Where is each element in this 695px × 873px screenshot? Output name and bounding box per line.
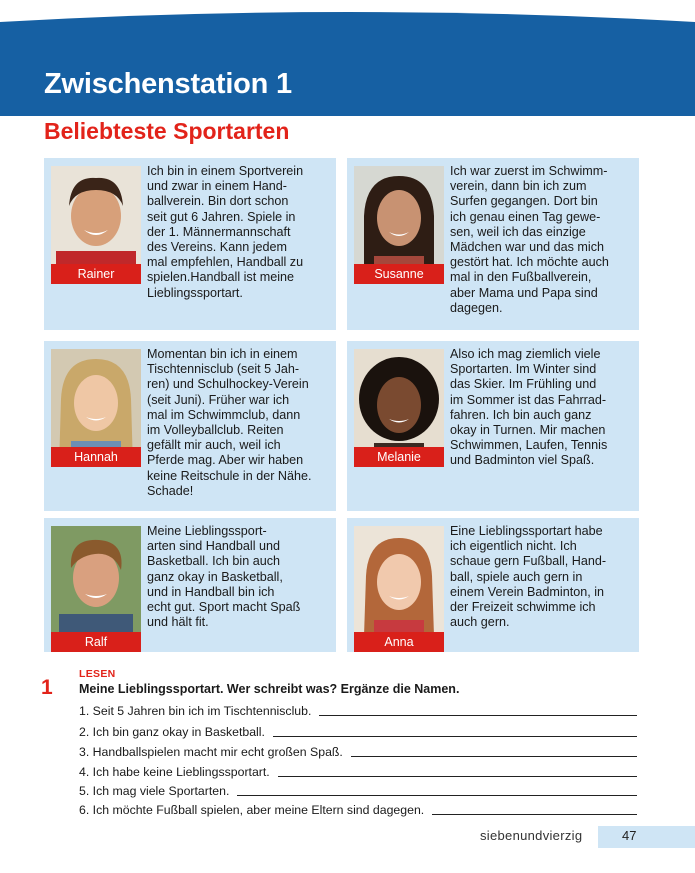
exercise-instruction: Meine Lieblingssportart. Wer schreibt was? Ergänze die Namen. bbox=[79, 682, 460, 696]
card-rainer bbox=[44, 158, 336, 330]
card-text-ralf: Meine Lieblingssport- arten sind Handball und Basketball. Ich bin auch ganz okay in Basketball, und in Handball bin ich echt gut. Sport macht Spaß und hält fit. bbox=[147, 524, 301, 630]
photo-anna bbox=[354, 526, 444, 652]
answer-blank[interactable] bbox=[432, 813, 637, 815]
exercise-item bbox=[79, 799, 637, 817]
name-tag-hannah: Hannah bbox=[51, 447, 141, 467]
card-hannah bbox=[44, 341, 336, 511]
card-text-susanne: Ich war zuerst im Schwimm- verein, dann bin ich zum Surfen gegangen. Dort bin ich genau einen Tag gewe- sen, weil ich das einzige Mädchen war und das mich gestört hat. Ich möchte auch mal in den Fußballverein, aber Mama und Papa sind dagegen. bbox=[450, 164, 609, 315]
answer-blank[interactable] bbox=[273, 735, 637, 737]
exercise-question: 5. Ich mag viele Sportarten. bbox=[79, 784, 230, 798]
exercise-item bbox=[79, 761, 637, 779]
exercise-item bbox=[79, 721, 637, 739]
exercise-question: 1. Seit 5 Jahren bin ich im Tischtennisclub. bbox=[79, 704, 312, 718]
footer-page-bar bbox=[598, 826, 695, 848]
card-anna bbox=[347, 518, 639, 652]
exercise-label: LESEN bbox=[79, 668, 116, 680]
card-text-anna: Eine Lieblingssportart habe ich eigentlich nicht. Ich schaue gern Fußball, Hand- ball, spiele auch gern in einem Verein Badminton, in der Freizeit schwimme ich auch gern. bbox=[450, 524, 607, 630]
exercise-number: 1 bbox=[41, 676, 53, 699]
card-text-rainer: Ich bin in einem Sportverein und zwar in einem Hand- ballverein. Bin dort schon seit gut 6 Jahren. Spiele in der 1. Männermannschaft des Vereins. Kann jedem mal empfehlen, Handball zu spielen.Handball ist meine Lieblingssportart. bbox=[147, 164, 304, 300]
name-tag-rainer: Rainer bbox=[51, 264, 141, 284]
exercise-item bbox=[79, 780, 637, 798]
exercise-question: 6. Ich möchte Fußball spielen, aber meine Eltern sind dagegen. bbox=[79, 803, 425, 817]
answer-blank[interactable] bbox=[237, 794, 637, 796]
card-ralf bbox=[44, 518, 336, 652]
section-title: Beliebteste Sportarten bbox=[44, 118, 290, 144]
answer-blank[interactable] bbox=[319, 714, 637, 716]
answer-blank[interactable] bbox=[351, 755, 637, 757]
photo-hannah bbox=[51, 349, 141, 467]
photo-melanie bbox=[354, 349, 444, 467]
card-susanne bbox=[347, 158, 639, 330]
exercise-question: 2. Ich bin ganz okay in Basketball. bbox=[79, 725, 265, 739]
exercise-item bbox=[79, 700, 637, 718]
name-tag-anna: Anna bbox=[354, 632, 444, 652]
card-text-melanie: Also ich mag ziemlich viele Sportarten. Im Winter sind das Skier. Im Frühling und im Sommer ist das Fahrrad- fahren. Ich bin auch ganz okay in Turnen. Mir machen Schwimmen, Laufen, Tennis und Badminton viel Spaß. bbox=[450, 347, 608, 468]
card-melanie bbox=[347, 341, 639, 511]
card-text-hannah: Momentan bin ich in einem Tischtennisclub (seit 5 Jah- ren) und Schulhockey-Verein (seit Juni). Früher war ich mal im Schwimmclub, dann im Volleyballclub. Reiten gefällt mir auch, weil ich Pferde mag. Aber wir haben keine Reitschule in der Nähe. Schade! bbox=[147, 347, 312, 498]
photo-ralf bbox=[51, 526, 141, 652]
exercise-question: 3. Handballspielen macht mir echt großen Spaß. bbox=[79, 745, 343, 759]
page-title: Zwischenstation 1 bbox=[44, 68, 292, 100]
exercise-question: 4. Ich habe keine Lieblingssportart. bbox=[79, 765, 270, 779]
answer-blank[interactable] bbox=[278, 775, 637, 777]
exercise-item bbox=[79, 741, 637, 759]
footer-page-word: siebenundvierzig bbox=[480, 828, 583, 843]
photo-rainer bbox=[51, 166, 141, 284]
footer-page-number: 47 bbox=[622, 828, 637, 843]
photo-susanne bbox=[354, 166, 444, 284]
name-tag-melanie: Melanie bbox=[354, 447, 444, 467]
name-tag-ralf: Ralf bbox=[51, 632, 141, 652]
name-tag-susanne: Susanne bbox=[354, 264, 444, 284]
